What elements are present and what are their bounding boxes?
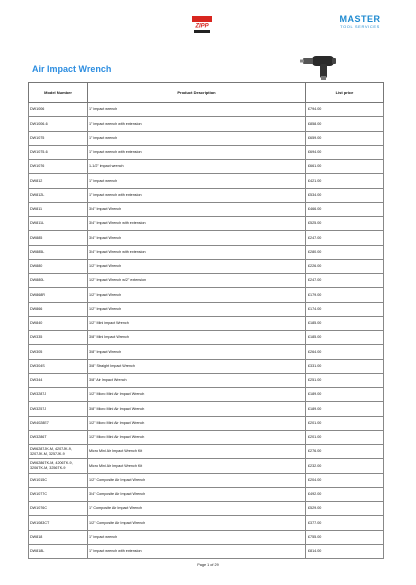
cell-description: Micro Mini Air Impact Wrench Kit <box>88 445 306 459</box>
cell-description: 3/4" Composite Air Impact Wrench <box>88 487 306 501</box>
header-model-number: Model Number <box>29 83 88 103</box>
cell-list-price: £247.00 <box>306 274 384 288</box>
cell-list-price: £185.00 <box>306 316 384 330</box>
cell-list-price: £185.00 <box>306 331 384 345</box>
cell-model-number: DW3257J <box>29 402 88 416</box>
table-row <box>29 160 384 174</box>
cell-model-number: DW811 <box>29 202 88 216</box>
cell-model-number: DW344 <box>29 373 88 387</box>
cell-description: 1" impact wrench with extension <box>88 145 306 159</box>
cell-description: 1" impact wrench <box>88 131 306 145</box>
cell-description: 1" impact wrench <box>88 103 306 117</box>
table-row <box>29 487 384 501</box>
table-row <box>29 373 384 387</box>
cell-list-price: £794.00 <box>306 103 384 117</box>
cell-model-number: DW1006-6 <box>29 117 88 131</box>
cell-list-price: £534.00 <box>306 188 384 202</box>
cell-description: 1/2" Micro Mini Air Impact Wrench <box>88 388 306 402</box>
cell-description: 3/4" Impact Wrench <box>88 231 306 245</box>
table-row <box>29 316 384 330</box>
cell-list-price: £201.00 <box>306 416 384 430</box>
cell-model-number: DW1006 <box>29 103 88 117</box>
cell-model-number: DW880L <box>29 274 88 288</box>
logo-main-text: MASTER <box>339 14 381 24</box>
cell-model-number: DW1083CT <box>29 516 88 530</box>
table-row <box>29 502 384 516</box>
table-row <box>29 331 384 345</box>
table-row <box>29 288 384 302</box>
table-row <box>29 145 384 159</box>
table-row <box>29 103 384 117</box>
master-tool-services-logo <box>338 14 382 38</box>
cell-description: 3/8" Micro Mini Air Impact Wrench <box>88 402 306 416</box>
cell-description: 1" impact wrench with extension <box>88 188 306 202</box>
cell-model-number: DW818 <box>29 530 88 544</box>
table-row <box>29 530 384 544</box>
cell-list-price: £661.00 <box>306 160 384 174</box>
table-row <box>29 302 384 316</box>
cell-model-number: DW880 <box>29 259 88 273</box>
cell-description: 1/2" Mini impact Wrench <box>88 316 306 330</box>
logo-sub-text: TOOL SERVICES <box>340 24 380 29</box>
table-row <box>29 217 384 231</box>
table-row <box>29 202 384 216</box>
cell-list-price: £814.00 <box>306 544 384 558</box>
cell-list-price: £189.00 <box>306 402 384 416</box>
table-row <box>29 274 384 288</box>
cell-list-price: £226.00 <box>306 259 384 273</box>
cell-list-price: £189.00 <box>306 388 384 402</box>
cell-model-number: DW811L <box>29 217 88 231</box>
table-row <box>29 259 384 273</box>
cell-description: 1/2" Composite Air Impact Wrench <box>88 516 306 530</box>
cell-description: 1/2" Micro Mini Air Impact Wrench <box>88 430 306 444</box>
cell-list-price: £525.00 <box>306 217 384 231</box>
table-row <box>29 388 384 402</box>
cell-description: 1" impact wrench <box>88 530 306 544</box>
cell-description: 1" impact wrench <box>88 174 306 188</box>
table-row <box>29 416 384 430</box>
cell-model-number: DW4028E7 <box>29 416 88 430</box>
cell-list-price: £174.00 <box>306 302 384 316</box>
cell-description: 1" impact wrench with extension <box>88 117 306 131</box>
cell-model-number: DW1075-6 <box>29 145 88 159</box>
cell-list-price: £858.00 <box>306 117 384 131</box>
cell-model-number: DW866 <box>29 302 88 316</box>
table-row <box>29 245 384 259</box>
cell-model-number: DW868R <box>29 288 88 302</box>
table-row <box>29 402 384 416</box>
impact-wrench-image <box>298 48 340 82</box>
table-row <box>29 544 384 558</box>
cell-description: 1/2" Impact Wrench <box>88 302 306 316</box>
table-row <box>29 473 384 487</box>
cell-model-number: DW3287J <box>29 388 88 402</box>
cell-list-price: £466.00 <box>306 202 384 216</box>
table-row <box>29 117 384 131</box>
cell-model-number: DW1076 <box>29 160 88 174</box>
cell-description: 1" Composite Air Impact Wrench <box>88 502 306 516</box>
zipp-logo-text: ZIPP <box>195 23 209 30</box>
cell-description: 3/8" Impact Wrench <box>88 345 306 359</box>
table-row <box>29 359 384 373</box>
cell-description: 3/8" Air Impact Wrench <box>88 373 306 387</box>
cell-list-price: £264.00 <box>306 345 384 359</box>
table-row <box>29 459 384 473</box>
cell-model-number: DW6286TK-M, 4206TK-9, 3206TK-M, 3256TK-9 <box>29 459 88 473</box>
cell-list-price: £659.00 <box>306 131 384 145</box>
cell-description: 1/2" Composite Air Impact Wrench <box>88 473 306 487</box>
cell-list-price: £204.00 <box>306 473 384 487</box>
cell-model-number: DW6287JK-M, 4207JK-9, 3207JK-M, 3257JK-9 <box>29 445 88 459</box>
cell-list-price: £179.00 <box>306 288 384 302</box>
price-table <box>28 82 384 559</box>
cell-model-number: DW1077C <box>29 487 88 501</box>
cell-description: Micro Mini Air Impact Wrench Kit <box>88 459 306 473</box>
cell-model-number: DW305 <box>29 345 88 359</box>
table-body <box>29 103 384 559</box>
cell-list-price: £492.00 <box>306 487 384 501</box>
cell-model-number: DW304S <box>29 359 88 373</box>
table-header-row <box>29 83 384 103</box>
cell-list-price: £331.00 <box>306 359 384 373</box>
cell-model-number: DW885 <box>29 231 88 245</box>
cell-model-number: DW885L <box>29 245 88 259</box>
table-row <box>29 345 384 359</box>
cell-model-number: DW840 <box>29 316 88 330</box>
page-title: Air Impact Wrench <box>32 64 112 74</box>
cell-description: 3/4" Impact Wrench <box>88 202 306 216</box>
cell-list-price: £755.00 <box>306 530 384 544</box>
cell-list-price: £247.00 <box>306 231 384 245</box>
cell-description: 1/2" Impact Wrench <box>88 259 306 273</box>
cell-list-price: £251.00 <box>306 373 384 387</box>
table-row <box>29 516 384 530</box>
table-row <box>29 188 384 202</box>
table-row <box>29 231 384 245</box>
cell-model-number: DW812L <box>29 188 88 202</box>
cell-description: 1/2" Micro Mini Air Impact Wrench <box>88 416 306 430</box>
cell-description: 1" impact wrench with extension <box>88 544 306 558</box>
table-row <box>29 174 384 188</box>
cell-model-number: DW335 <box>29 331 88 345</box>
cell-model-number: DW1015C <box>29 473 88 487</box>
cell-list-price: £280.00 <box>306 245 384 259</box>
cell-list-price: £694.00 <box>306 145 384 159</box>
cell-model-number: DW3286T <box>29 430 88 444</box>
cell-list-price: £529.00 <box>306 502 384 516</box>
cell-model-number: DW1075 <box>29 131 88 145</box>
cell-description: 3/8" Mini Impact Wrench <box>88 331 306 345</box>
cell-list-price: £232.00 <box>306 459 384 473</box>
cell-description: 3/4" Impact Wrench with extension <box>88 217 306 231</box>
cell-list-price: £276.00 <box>306 445 384 459</box>
cell-model-number: DW1076C <box>29 502 88 516</box>
header-product-description: Product Description <box>88 83 306 103</box>
zipp-logo <box>189 14 215 36</box>
cell-model-number: DW818L <box>29 544 88 558</box>
cell-list-price: £377.00 <box>306 516 384 530</box>
table-row <box>29 430 384 444</box>
cell-description: 1-1/2" impact wrench <box>88 160 306 174</box>
cell-description: 1/2" Impact Wrench <box>88 288 306 302</box>
cell-list-price: £421.00 <box>306 174 384 188</box>
cell-model-number: DW812 <box>29 174 88 188</box>
cell-description: 1/2" Impact Wrench w/2" extension <box>88 274 306 288</box>
cell-description: 3/8" Straight Impact Wrench <box>88 359 306 373</box>
cell-list-price: £201.00 <box>306 430 384 444</box>
header-list-price: List price <box>306 83 384 103</box>
page-footer: Page 1 of 29 <box>197 563 219 567</box>
table-row <box>29 445 384 459</box>
table-row <box>29 131 384 145</box>
cell-description: 3/4" Impact Wrench with extension <box>88 245 306 259</box>
